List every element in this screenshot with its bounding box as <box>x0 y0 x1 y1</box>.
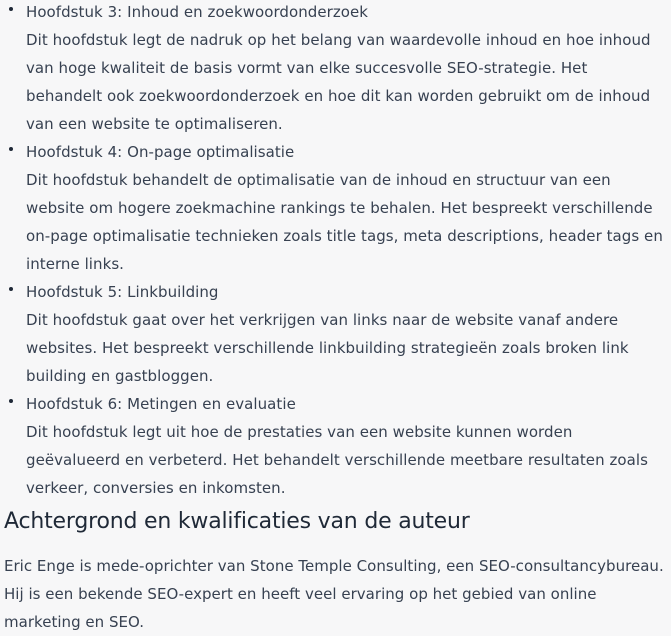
chapter-description: Dit hoofdstuk gaat over het verkrijgen van links naar de website vanaf andere websites. Het bespreekt verschillende linkbuilding strategieën zoals broken link building en gastbloggen. <box>26 311 629 385</box>
author-paragraph: Eric Enge is mede-oprichter van Stone Temple Consulting, een SEO-consultancybureau. Hij is een bekende SEO-expert en heeft veel ervaring op het gebied van online marketing en SEO. <box>4 557 664 631</box>
chapter-title: Hoofdstuk 6: Metingen en evaluatie <box>26 395 296 413</box>
chapter-item <box>0 138 671 278</box>
bullet-icon <box>9 399 13 403</box>
chapter-title: Hoofdstuk 4: On-page optimalisatie <box>26 143 295 161</box>
chapter-item <box>0 278 671 390</box>
chapter-title: Hoofdstuk 5: Linkbuilding <box>26 283 219 301</box>
chapter-item <box>0 390 671 502</box>
chapter-description: Dit hoofdstuk legt de nadruk op het belang van waardevolle inhoud en hoe inhoud van hoge kwaliteit de basis vormt van elke succesvolle SEO-strategie. Het behandelt ook zoekwoordonderzoek en hoe dit kan worden gebruikt om de inhoud van een website te optimaliseren. <box>26 31 651 133</box>
author-section-heading: Achtergrond en kwalificaties van de auteur <box>4 509 470 534</box>
chapter-item <box>0 0 671 138</box>
bullet-icon <box>9 7 13 11</box>
bullet-icon <box>9 287 13 291</box>
bullet-icon <box>9 147 13 151</box>
chapter-description: Dit hoofdstuk legt uit hoe de prestaties van een website kunnen worden geëvalueerd en verbeterd. Het behandelt verschillende meetbare resultaten zoals verkeer, conversies en inkomsten. <box>26 423 648 497</box>
chapter-description: Dit hoofdstuk behandelt de optimalisatie van de inhoud en structuur van een website om hogere zoekmachine rankings te behalen. Het bespreekt verschillende on-page optimalisatie technieken zoals title tags, meta descriptions, header tags en interne links. <box>26 171 663 273</box>
chapter-title: Hoofdstuk 3: Inhoud en zoekwoordonderzoek <box>26 3 369 21</box>
